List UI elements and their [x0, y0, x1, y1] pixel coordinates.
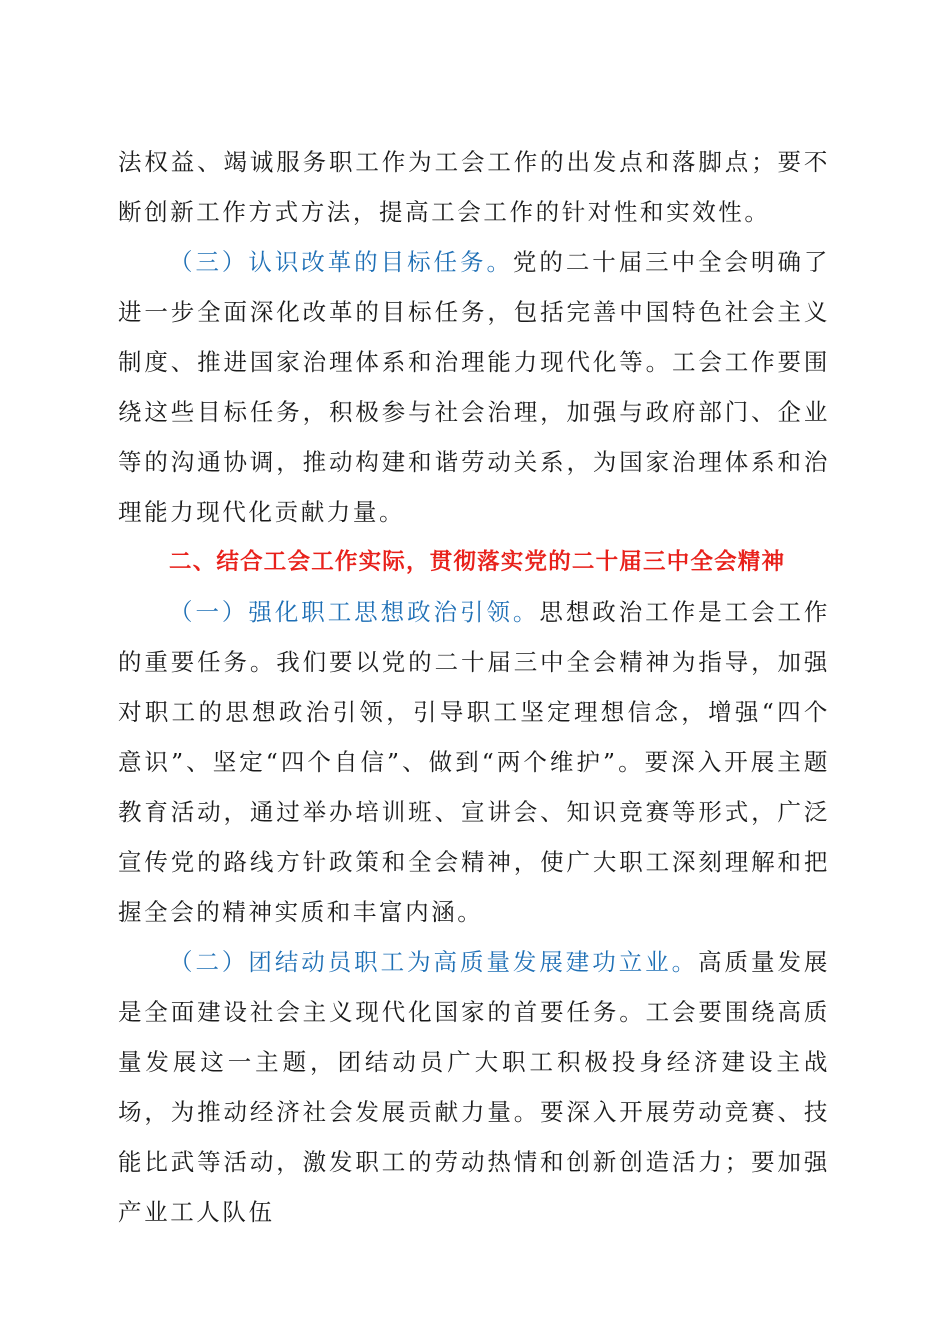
- paragraph-high-quality-development-body: 高质量发展是全面建设社会主义现代化国家的首要任务。工会要围绕高质量发展这一主题，团结动员广大职工积极投身经济建设主战场，为推动经济社会发展贡献力量。要深入开展劳动竞赛、技能比武等活动，激发职工的劳动热情和创新创造活力；要加强产业工人队伍: [118, 948, 831, 1226]
- paragraph-ideological-guidance: [118, 587, 830, 937]
- subheading-ideological-guidance: （一）强化职工思想政治引领。: [169, 598, 540, 626]
- subheading-high-quality-development: （二）团结动员职工为高质量发展建功立业。: [169, 948, 699, 976]
- paragraph-high-quality-development: [118, 937, 830, 1237]
- paragraph-goal-tasks: [118, 237, 830, 537]
- section-heading-2: 二、结合工会工作实际，贯彻落实党的二十届三中全会精神: [169, 549, 786, 575]
- document-page: [118, 137, 830, 1237]
- paragraph-ideological-guidance-body: 思想政治工作是工会工作的重要任务。我们要以党的二十届三中全会精神为指导，加强对职工的思想政治引领，引导职工坚定理想信念，增强“四个意识”、坚定“四个自信”、做到“两个维护”。要深入开展主题教育活动，通过举办培训班、宣讲会、知识竞赛等形式，广泛宣传党的路线方针政策和全会精神，使广大职工深刻理解和把握全会的精神实质和丰富内涵。: [118, 598, 830, 926]
- subheading-goal-tasks: （三）认识改革的目标任务。: [169, 248, 513, 276]
- paragraph-goal-tasks-body: 党的二十届三中全会明确了进一步全面深化改革的目标任务，包括完善中国特色社会主义制度、推进国家治理体系和治理能力现代化等。工会工作要围绕这些目标任务，积极参与社会治理，加强与政府部门、企业等的沟通协调，推动构建和谐劳动关系，为国家治理体系和治理能力现代化贡献力量。: [118, 248, 830, 526]
- continuation-text: 法权益、竭诚服务职工作为工会工作的出发点和落脚点；要不断创新工作方式方法，提高工会工作的针对性和实效性。: [118, 148, 830, 226]
- continuation-paragraph: [118, 137, 830, 237]
